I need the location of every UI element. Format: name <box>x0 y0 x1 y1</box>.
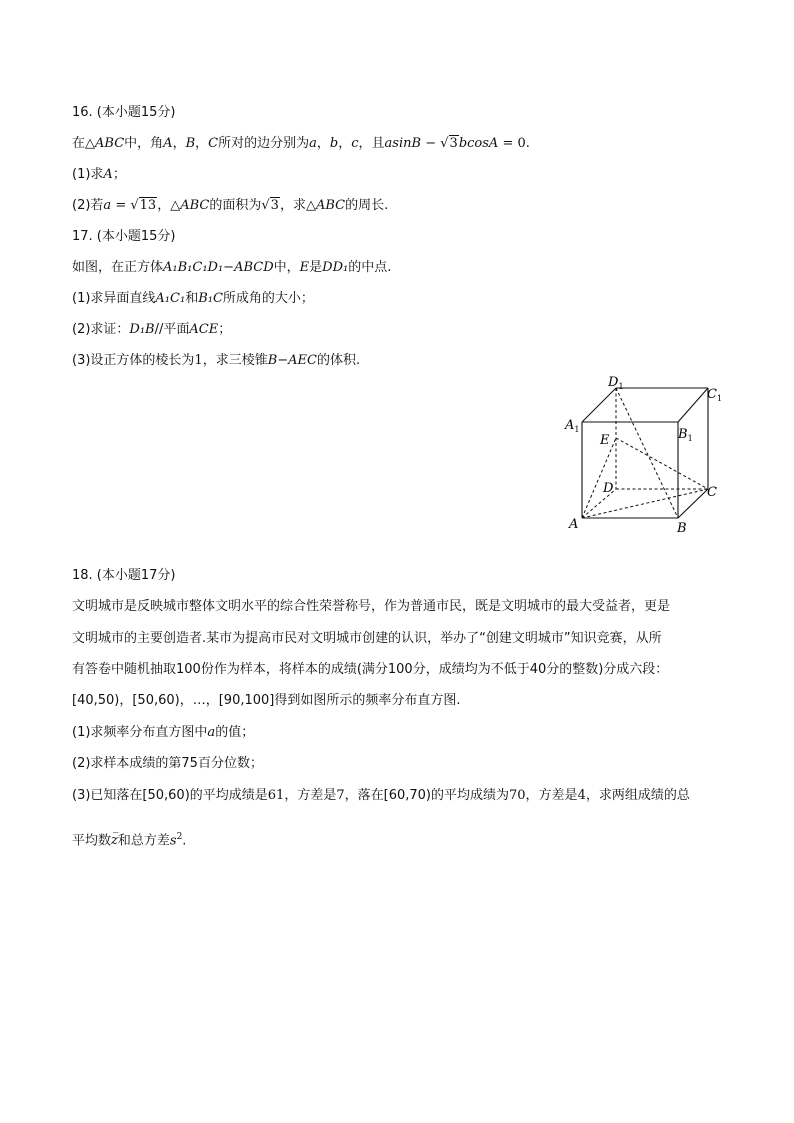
math-point-e: E <box>299 260 310 275</box>
q17-stem <box>72 259 391 277</box>
q16-heading: 16. (本小题15分) <box>72 105 176 120</box>
text: 平均数 <box>72 833 112 849</box>
label-c: C <box>707 485 717 500</box>
text: 如图，在正方体 <box>72 260 164 275</box>
text: 和 <box>185 291 199 306</box>
text: ， <box>157 198 171 213</box>
text: 的面积为 <box>209 198 262 213</box>
q18-part3-cont <box>72 828 186 850</box>
label-a1: $A_1$ <box>565 418 580 434</box>
seg-a-c <box>582 489 708 518</box>
math-number: 61 <box>267 788 285 803</box>
label-a: A <box>569 517 579 532</box>
text: 的体积. <box>317 353 361 368</box>
math-exponent: 2 <box>176 832 183 842</box>
text: ， <box>316 136 330 151</box>
math-b-angle: B <box>185 136 196 151</box>
text: ， <box>338 136 352 151</box>
q18-part3 <box>72 787 690 805</box>
text: 在 <box>72 136 86 151</box>
text: (3)设正方体的棱长为 <box>72 353 195 368</box>
q18-heading: 18. (本小题17分) <box>72 568 176 583</box>
q16-stem <box>72 135 530 153</box>
math-cube: A₁B₁C₁D₁−ABCD <box>163 260 274 275</box>
triangle-symbol: △ <box>170 198 181 213</box>
text: ，求两组成绩的总 <box>585 788 690 803</box>
text: ，求 <box>279 198 306 213</box>
label-c1: $C_1$ <box>707 387 723 403</box>
text: 是 <box>309 260 323 275</box>
math-var: A <box>103 167 113 182</box>
math-sqrt-radicand: 13 <box>139 198 157 213</box>
seg-a-e <box>582 438 616 518</box>
q18-part2: (2)求样本成绩的第75百分位数； <box>72 756 263 771</box>
sqrt-sign: √ <box>440 136 449 151</box>
math-pyramid: B−AEC <box>267 353 317 368</box>
q16-part1 <box>72 166 126 184</box>
math-minus: − <box>421 136 441 151</box>
text: ； <box>112 167 126 182</box>
text: 中，角 <box>124 136 164 151</box>
math-sqrt-radicand: 3 <box>270 198 279 213</box>
text: ； <box>218 322 232 337</box>
text: ，方差是 <box>525 788 578 803</box>
q18-line4: [40,50)，[50,60)，…，[90,100]得到如图所示的频率分布直方图. <box>72 693 461 708</box>
text: ， <box>195 136 209 151</box>
triangle-symbol: △ <box>305 198 316 213</box>
text: ，方差是 <box>284 788 337 803</box>
math-a-angle: A <box>163 136 173 151</box>
math-line: B₁C <box>198 291 223 306</box>
q18-line1: 文明城市是反映城市整体文明水平的综合性荣誉称号，作为普通市民，既是文明城市的最大受益者，更是 <box>72 599 671 614</box>
edge-b1-c1 <box>678 388 708 422</box>
math-side-c: c <box>351 136 359 151</box>
sqrt-sign: √ <box>261 198 270 213</box>
text: (3)已知落在[50,60)的平均成绩是 <box>72 788 268 803</box>
text: 的周长. <box>345 198 389 213</box>
math-expr: bcosA <box>458 136 499 151</box>
math-sqrt-radicand: 3 <box>449 136 458 151</box>
label-b1: $B_1$ <box>678 427 693 443</box>
math-line: A₁C₁ <box>155 291 186 306</box>
math-var: a <box>207 725 216 740</box>
math-segment: DD₁ <box>322 260 349 275</box>
q16-part2 <box>72 197 388 215</box>
text: 的值； <box>215 725 255 740</box>
q18-line3: 有答卷中随机抽取100份作为样本，将样本的成绩(满分100分，成绩均为不低于40分的整数)分成六段： <box>72 662 669 677</box>
math-plane: ACE <box>189 322 219 337</box>
math-var: a <box>103 198 112 213</box>
text: ，求三棱锥 <box>202 353 268 368</box>
math-side-a: a <box>309 136 317 151</box>
edge-a1-d1 <box>582 388 616 422</box>
text: 的中点. <box>348 260 392 275</box>
label-d1: $D_1$ <box>608 375 624 391</box>
seg-e-c <box>616 438 708 489</box>
text: ，落在[60,70)的平均成绩为 <box>344 788 509 803</box>
math-number: 1 <box>194 353 203 368</box>
triangle-symbol: △ <box>85 136 96 151</box>
edge-b-c <box>678 489 708 518</box>
label-d: D <box>603 481 614 496</box>
math-expr: asinB <box>384 136 422 151</box>
math-c-angle: C <box>208 136 219 151</box>
sqrt-sign: √ <box>130 198 139 213</box>
text: (2)若 <box>72 198 104 213</box>
math-var: s <box>169 833 177 849</box>
text: ，且 <box>358 136 385 151</box>
math-number: 7 <box>336 788 345 803</box>
text: (1)求异面直线 <box>72 291 156 306</box>
math-abc: ABC <box>95 136 125 151</box>
text: 所成角的大小； <box>222 291 314 306</box>
q18-part1 <box>72 724 254 742</box>
q17-part1 <box>72 290 314 308</box>
q17-part3 <box>72 352 360 370</box>
seg-d1-b <box>616 388 678 518</box>
math-equals: = <box>111 198 131 213</box>
text: (1)求频率分布直方图中 <box>72 725 208 740</box>
math-zbar: _ z <box>111 832 118 850</box>
math-side-b: b <box>329 136 339 151</box>
math-line: D₁B <box>129 322 155 337</box>
text: (1)求 <box>72 167 104 182</box>
math-abc: ABC <box>315 198 346 213</box>
text: . <box>182 833 187 849</box>
math-number: 4 <box>577 788 586 803</box>
q17-part2 <box>72 321 231 339</box>
label-e: E <box>600 433 610 448</box>
text: 和总方差 <box>117 833 170 849</box>
text: 所对的边分别为 <box>218 136 310 151</box>
q18-line2: 文明城市的主要创造者.某市为提高市民对文明城市创建的认识，举办了“创建文明城市”知识竞赛，从所 <box>72 631 662 646</box>
math-equals-zero: = 0 <box>498 136 526 151</box>
text: . <box>525 136 530 151</box>
math-abc: ABC <box>180 198 210 213</box>
text: 中， <box>273 260 300 275</box>
text: //平面 <box>154 322 190 337</box>
q17-heading: 17. (本小题15分) <box>72 229 176 244</box>
cube-figure <box>560 372 730 537</box>
label-b: B <box>677 521 687 536</box>
text: ， <box>172 136 186 151</box>
math-number: 70 <box>509 788 526 803</box>
text: (2)求证： <box>72 322 130 337</box>
